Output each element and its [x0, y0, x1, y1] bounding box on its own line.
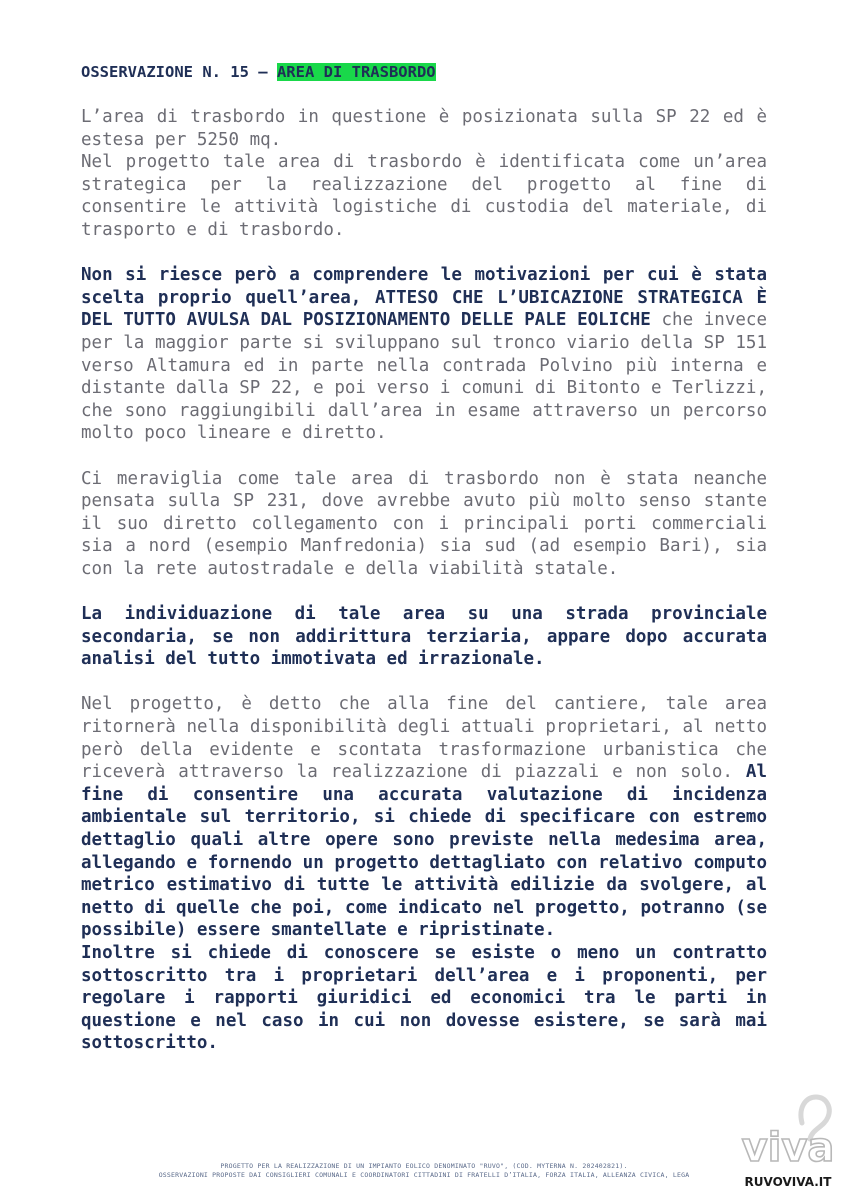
paragraph-2: Nel progetto tale area di trasbordo è identificata come un’area strategica per la realizzazione del progetto al fine di consentire le attività logistiche di custodia del materiale, di trasporto e di trasbordo.	[81, 152, 767, 240]
paragraph-6-text: Nel progetto, è detto che alla fine del cantiere, tale area ritornerà nella disponibilità degli attuali proprietari, al netto però della evidente e scontata trasformazione urbanistica che riceverà attraverso la realizzazione di piazzali e non solo.	[81, 694, 767, 783]
paragraph-7: Inoltre si chiede di conoscere se esiste o meno un contratto sottoscritto tra i proprietari dell’area e i proponenti, per regolare i rapporti giuridici ed economici tra le parti in questione e nel caso in cui non dovesse esistere, se sarà mai sottoscritto.	[81, 942, 767, 1054]
paragraph-1: L’area di trasbordo in questione è posizionata sulla SP 22 ed è estesa per 5250 mq.	[81, 107, 767, 150]
paragraph-3-bold: Non si riesce però a comprendere le motivazioni per cui è stata scelta proprio quell’area, ATTESO CHE L’UBICAZIONE STRATEGICA È DEL TUTTO AVULSA DAL POSIZIONAMENTO DELLE PALE EOLICHE	[81, 265, 767, 331]
ruvoviva-watermark-logo	[740, 1085, 836, 1193]
page-footer	[0, 1162, 848, 1180]
viva-logo-icon	[740, 1085, 836, 1175]
paragraph-3-text: che invece per la maggior parte si sviluppano sul tronco viario della SP 151 verso Altamura ed in parte nella contrada Polvino più interna e distante dalla SP 22, e poi verso i comuni di Bitonto e Terlizzi, che sono raggiungibili dall’area in esame attraverso un percorso molto poco lineare e diretto.	[81, 310, 767, 444]
document-body	[81, 60, 767, 1055]
paragraph-6-bold: Al fine di consentire una accurata valutazione di incidenza ambientale sul territorio, si chiede di specificare con estremo dettaglio quali altre opere sono previste nella medesima area, allegando e fornendo un progetto dettagliato con relativo computo metrico estimativo di tutte le attività edilizie da svolgere, al netto di quelle che poi, come indicato nel progetto, potranno (se possibile) essere smantellate e ripristinate.	[81, 762, 767, 941]
paragraph-3	[81, 264, 767, 445]
paragraph-6	[81, 693, 767, 942]
site-label: RUVOVIVA.IT	[744, 1175, 832, 1189]
footer-line-2: OSSERVAZIONI PROPOSTE DAI CONSIGLIERI COMUNALI E COORDINATORI CITTADINI DI FRATELLI D’ITALIA, FORZA ITALIA, ALLEANZA CIVICA, LEGA	[158, 1171, 690, 1179]
logo-word: viva	[741, 1125, 835, 1171]
title-prefix: OSSERVAZIONE N. 15 –	[81, 63, 277, 81]
paragraph-5: La individuazione di tale area su una strada provinciale secondaria, se non addirittura terziaria, appare dopo accurata analisi del tutto immotivata ed irrazionale.	[81, 604, 767, 670]
title-highlight: AREA DI TRASBORDO	[276, 63, 436, 81]
paragraph-4: Ci meraviglia come tale area di trasbordo non è stata neanche pensata sulla SP 231, dove avrebbe avuto più molto senso stante il suo diretto collegamento con i principali porti commerciali sia a nord (esempio Manfredonia) sia sud (ad esempio Bari), sia con la rete autostradale e della viabilità statale.	[81, 468, 767, 579]
section-title	[81, 60, 767, 84]
footer-line-1: PROGETTO PER LA REALIZZAZIONE DI UN IMPIANTO EOLICO DENOMINATO "RUVO", (COD. MYTERNA N. 202402821).	[220, 1162, 628, 1170]
